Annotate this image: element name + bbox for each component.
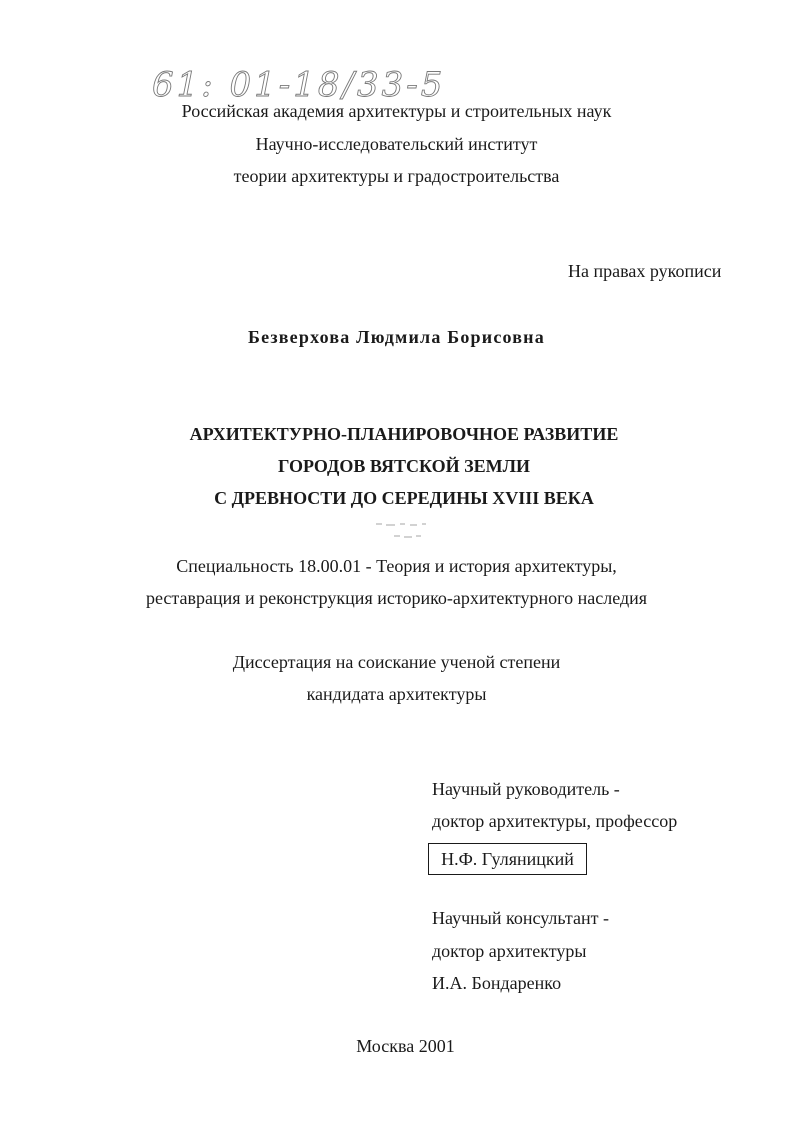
rights-note: На правах рукописи <box>568 261 722 281</box>
specialty-line-2: реставрация и реконструкция историко-архитектурного наследия <box>145 588 648 608</box>
title-line-2: ГОРОДОВ ВЯТСКОЙ ЗЕМЛИ <box>277 456 531 476</box>
supervisor-name-box: Н.Ф. Гуляницкий <box>428 843 587 875</box>
consultant-role: Научный консультант - <box>432 908 609 928</box>
specialty-line-1: Специальность 18.00.01 - Теория и история архитектуры, <box>176 556 617 576</box>
supervisor-title: доктор архитектуры, профессор <box>432 811 678 831</box>
city-year: Москва 2001 <box>356 1036 455 1056</box>
degree-line-2: кандидата архитектуры <box>306 684 487 704</box>
institute-line-2: теории архитектуры и градостроительства <box>233 166 560 186</box>
consultant-name: И.А. Бондаренко <box>432 973 562 993</box>
title-line-3: С ДРЕВНОСТИ ДО СЕРЕДИНЫ XVIII ВЕКА <box>214 488 594 508</box>
consultant-title: доктор архитектуры <box>432 941 587 961</box>
faint-stamp-icon <box>346 520 476 544</box>
author-name: Безверхова Людмила Борисовна <box>248 327 545 347</box>
title-line-1: АРХИТЕКТУРНО-ПЛАНИРОВОЧНОЕ РАЗВИТИЕ <box>189 424 619 444</box>
degree-line-1: Диссертация на соискание ученой степени <box>232 652 561 672</box>
handwritten-number-text: 61: 01-18/33-5 <box>152 65 446 105</box>
academy-name: Российская академия архитектуры и строительных наук <box>181 101 612 121</box>
institute-line-1: Научно-исследовательский институт <box>255 134 538 154</box>
supervisor-role: Научный руководитель - <box>432 779 620 799</box>
